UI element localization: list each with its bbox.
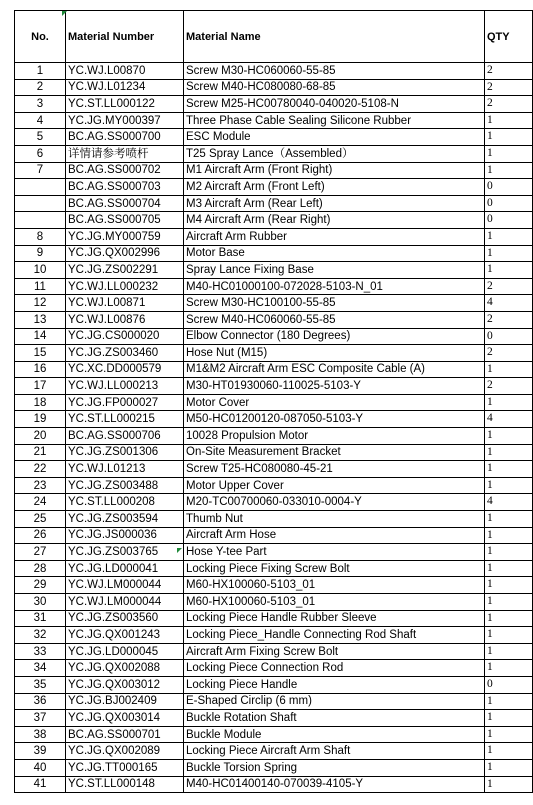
cell-material-number[interactable]: BC.AG.SS000705 (66, 212, 184, 229)
cell-no[interactable]: 11 (15, 278, 66, 295)
cell-qty[interactable]: 1 (485, 428, 533, 445)
cell-qty[interactable]: 2 (485, 96, 533, 113)
table-row (15, 743, 533, 760)
cell-qty[interactable]: 1 (485, 112, 533, 129)
cell-qty[interactable]: 2 (485, 63, 533, 80)
cell-material-number[interactable]: YC.JG.ZS003560 (66, 610, 184, 627)
table-row (15, 79, 533, 96)
cell-no[interactable]: 38 (15, 726, 66, 743)
cell-material-number[interactable]: YC.JG.MY000759 (66, 228, 184, 245)
table-row (15, 627, 533, 644)
cell-material-name[interactable]: M2 Aircraft Arm (Front Left) (184, 179, 485, 196)
cell-material-name[interactable]: Aircraft Arm Fixing Screw Bolt (184, 643, 485, 660)
cell-material-number[interactable]: YC.ST.LL000148 (66, 776, 184, 793)
cell-qty[interactable]: 2 (485, 311, 533, 328)
cell-material-name[interactable]: M60-HX100060-5103_01 (184, 594, 485, 611)
cell-material-number[interactable]: BC.AG.SS000706 (66, 428, 184, 445)
table-row (15, 759, 533, 776)
cell-qty[interactable]: 0 (485, 212, 533, 229)
cell-qty[interactable]: 4 (485, 411, 533, 428)
cell-qty[interactable]: 1 (485, 394, 533, 411)
cell-material-number[interactable]: YC.JG.QX002996 (66, 245, 184, 262)
cell-material-name[interactable]: Locking Piece_Handle Connecting Rod Shaft (184, 627, 485, 644)
cell-qty[interactable]: 1 (485, 544, 533, 561)
table-body (15, 63, 533, 793)
cell-qty[interactable]: 1 (485, 577, 533, 594)
cell-qty[interactable]: 1 (485, 710, 533, 727)
cell-qty[interactable]: 1 (485, 145, 533, 162)
header-material-number[interactable]: Material Number (66, 11, 184, 63)
cell-qty[interactable]: 1 (485, 444, 533, 461)
cell-material-name[interactable]: Hose Y-tee Part (184, 544, 485, 561)
cell-no[interactable]: 10 (15, 262, 66, 279)
cell-no[interactable]: 8 (15, 228, 66, 245)
cell-qty[interactable]: 0 (485, 179, 533, 196)
table-row (15, 228, 533, 245)
cell-material-number[interactable]: YC.JG.ZS002291 (66, 262, 184, 279)
cell-material-number[interactable]: YC.WJ.L01234 (66, 79, 184, 96)
cell-no[interactable]: 15 (15, 345, 66, 362)
table-row (15, 145, 533, 162)
cell-no[interactable]: 17 (15, 378, 66, 395)
cell-no[interactable]: 23 (15, 477, 66, 494)
cell-material-name[interactable]: M30-HT01930060-110025-5103-Y (184, 378, 485, 395)
cell-no[interactable]: 9 (15, 245, 66, 262)
cell-material-number[interactable]: BC.AG.SS000703 (66, 179, 184, 196)
table-row (15, 477, 533, 494)
table-row (15, 710, 533, 727)
cell-qty[interactable]: 1 (485, 610, 533, 627)
cell-material-number[interactable]: YC.JG.ZS001306 (66, 444, 184, 461)
table-row (15, 676, 533, 693)
cell-no[interactable]: 33 (15, 643, 66, 660)
table-row (15, 361, 533, 378)
cell-material-number[interactable]: 详情请参考喷杆 (66, 145, 184, 162)
cell-material-name[interactable]: M3 Aircraft Arm (Rear Left) (184, 195, 485, 212)
cell-material-name[interactable]: Aircraft Arm Hose (184, 527, 485, 544)
cell-material-number[interactable]: YC.WJ.LM000044 (66, 594, 184, 611)
cell-material-number[interactable]: YC.WJ.L00870 (66, 63, 184, 80)
cell-qty[interactable]: 0 (485, 328, 533, 345)
cell-material-number[interactable]: YC.JG.LD000045 (66, 643, 184, 660)
table-row (15, 527, 533, 544)
cell-no[interactable]: 41 (15, 776, 66, 793)
cell-material-number[interactable]: YC.JG.QX002089 (66, 743, 184, 760)
table-row (15, 278, 533, 295)
cell-no[interactable]: 4 (15, 112, 66, 129)
cell-material-number[interactable]: YC.JG.LD000041 (66, 560, 184, 577)
cell-qty[interactable]: 1 (485, 162, 533, 179)
cell-qty[interactable]: 1 (485, 643, 533, 660)
cell-no[interactable]: 2 (15, 79, 66, 96)
cell-material-name[interactable]: Screw M30-HC060060-55-85 (184, 63, 485, 80)
cell-no[interactable]: 30 (15, 594, 66, 611)
table-row (15, 328, 533, 345)
cell-qty[interactable]: 1 (485, 361, 533, 378)
cell-material-number[interactable]: YC.WJ.LL000213 (66, 378, 184, 395)
cell-no[interactable]: 5 (15, 129, 66, 146)
header-no[interactable]: No. (15, 11, 66, 63)
cell-material-number[interactable]: YC.WJ.LM000044 (66, 577, 184, 594)
table-row (15, 610, 533, 627)
cell-no[interactable]: 37 (15, 710, 66, 727)
cell-qty[interactable]: 1 (485, 759, 533, 776)
cell-material-name[interactable]: Screw M40-HC060060-55-85 (184, 311, 485, 328)
cell-material-name[interactable]: Screw M25-HC00780040-040020-5108-N (184, 96, 485, 113)
cell-material-name[interactable]: Three Phase Cable Sealing Silicone Rubber (184, 112, 485, 129)
cell-no[interactable]: 18 (15, 394, 66, 411)
table-row (15, 179, 533, 196)
cell-qty[interactable]: 1 (485, 627, 533, 644)
table-row (15, 212, 533, 229)
cell-qty[interactable]: 0 (485, 676, 533, 693)
cell-no[interactable]: 12 (15, 295, 66, 312)
cell-material-number[interactable]: BC.AG.SS000704 (66, 195, 184, 212)
cell-qty[interactable]: 1 (485, 461, 533, 478)
cell-no[interactable] (15, 212, 66, 229)
cell-material-name[interactable]: On-Site Measurement Bracket (184, 444, 485, 461)
cell-comment-marker (62, 11, 67, 16)
cell-material-name[interactable]: M1 Aircraft Arm (Front Right) (184, 162, 485, 179)
cell-material-number[interactable]: YC.WJ.L00876 (66, 311, 184, 328)
cell-material-name[interactable]: Buckle Rotation Shaft (184, 710, 485, 727)
cell-material-name[interactable]: Locking Piece Fixing Screw Bolt (184, 560, 485, 577)
cell-no[interactable]: 21 (15, 444, 66, 461)
cell-qty[interactable]: 1 (485, 228, 533, 245)
table-row (15, 544, 533, 561)
table-row (15, 378, 533, 395)
cell-no[interactable]: 6 (15, 145, 66, 162)
cell-qty[interactable]: 4 (485, 494, 533, 511)
cell-qty[interactable]: 2 (485, 79, 533, 96)
cell-qty[interactable]: 2 (485, 378, 533, 395)
table-row (15, 511, 533, 528)
cell-no[interactable]: 3 (15, 96, 66, 113)
cell-material-name[interactable]: M40-HC01400140-070039-4105-Y (184, 776, 485, 793)
cell-material-number[interactable]: YC.ST.LL000122 (66, 96, 184, 113)
cell-material-number[interactable]: BC.AG.SS000701 (66, 726, 184, 743)
cell-no[interactable]: 24 (15, 494, 66, 511)
cell-no[interactable]: 40 (15, 759, 66, 776)
cell-material-name[interactable]: M20-TC00700060-033010-0004-Y (184, 494, 485, 511)
cell-material-number[interactable]: YC.JG.QX002088 (66, 660, 184, 677)
cell-no[interactable] (15, 195, 66, 212)
cell-qty[interactable]: 1 (485, 262, 533, 279)
cell-no[interactable]: 26 (15, 527, 66, 544)
cell-no[interactable]: 1 (15, 63, 66, 80)
cell-comment-marker (177, 548, 182, 553)
cell-material-name[interactable]: Locking Piece Aircraft Arm Shaft (184, 743, 485, 760)
cell-qty[interactable]: 1 (485, 527, 533, 544)
table-row (15, 162, 533, 179)
cell-material-name[interactable]: Spray Lance Fixing Base (184, 262, 485, 279)
table-row (15, 594, 533, 611)
cell-material-number[interactable]: YC.JG.BJ002409 (66, 693, 184, 710)
cell-material-name[interactable]: Locking Piece Connection Rod (184, 660, 485, 677)
cell-qty[interactable]: 1 (485, 743, 533, 760)
cell-material-name[interactable]: M50-HC01200120-087050-5103-Y (184, 411, 485, 428)
table-row (15, 311, 533, 328)
table-row (15, 112, 533, 129)
cell-qty[interactable]: 4 (485, 295, 533, 312)
cell-no[interactable]: 28 (15, 560, 66, 577)
cell-material-number[interactable]: BC.AG.SS000700 (66, 129, 184, 146)
cell-material-name[interactable]: M60-HX100060-5103_01 (184, 577, 485, 594)
cell-no[interactable]: 27 (15, 544, 66, 561)
table-row (15, 643, 533, 660)
cell-material-name[interactable]: Elbow Connector (180 Degrees) (184, 328, 485, 345)
cell-qty[interactable]: 1 (485, 477, 533, 494)
cell-material-number[interactable]: YC.JG.ZS003460 (66, 345, 184, 362)
table-row (15, 444, 533, 461)
cell-material-name[interactable]: Aircraft Arm Rubber (184, 228, 485, 245)
cell-material-name[interactable]: Thumb Nut (184, 511, 485, 528)
cell-no[interactable]: 14 (15, 328, 66, 345)
cell-material-number[interactable]: YC.JG.ZS003765 (66, 544, 184, 561)
table-row (15, 345, 533, 362)
cell-no[interactable]: 16 (15, 361, 66, 378)
table-row (15, 245, 533, 262)
cell-qty[interactable]: 1 (485, 726, 533, 743)
cell-material-number[interactable]: BC.AG.SS000702 (66, 162, 184, 179)
cell-material-name[interactable]: M1&M2 Aircraft Arm ESC Composite Cable (A) (184, 361, 485, 378)
cell-no[interactable]: 31 (15, 610, 66, 627)
cell-material-name[interactable]: E-Shaped Circlip (6 mm) (184, 693, 485, 710)
cell-material-name[interactable]: Screw T25-HC080080-45-21 (184, 461, 485, 478)
cell-material-name[interactable]: Buckle Torsion Spring (184, 759, 485, 776)
materials-table (14, 10, 533, 793)
table-row (15, 461, 533, 478)
table-row (15, 129, 533, 146)
cell-material-name[interactable]: Screw M40-HC080080-68-85 (184, 79, 485, 96)
table-row (15, 776, 533, 793)
cell-no[interactable]: 36 (15, 693, 66, 710)
header-row (15, 11, 533, 63)
cell-material-number[interactable]: YC.WJ.L00871 (66, 295, 184, 312)
cell-material-name[interactable]: M4 Aircraft Arm (Rear Right) (184, 212, 485, 229)
cell-qty[interactable]: 0 (485, 195, 533, 212)
cell-material-name[interactable]: Motor Cover (184, 394, 485, 411)
table-row (15, 195, 533, 212)
table-row (15, 295, 533, 312)
cell-material-number[interactable]: YC.ST.LL000215 (66, 411, 184, 428)
header-material-name[interactable]: Material Name (184, 11, 485, 63)
cell-qty[interactable]: 1 (485, 660, 533, 677)
cell-material-name[interactable]: Motor Base (184, 245, 485, 262)
cell-no[interactable]: 7 (15, 162, 66, 179)
table-row (15, 494, 533, 511)
table-row (15, 63, 533, 80)
cell-qty[interactable]: 2 (485, 278, 533, 295)
cell-material-number[interactable]: YC.JG.FP000027 (66, 394, 184, 411)
cell-qty[interactable]: 1 (485, 511, 533, 528)
cell-qty[interactable]: 1 (485, 776, 533, 793)
cell-material-number[interactable]: YC.JG.QX001243 (66, 627, 184, 644)
cell-no[interactable]: 20 (15, 428, 66, 445)
table-row (15, 428, 533, 445)
cell-no[interactable]: 35 (15, 676, 66, 693)
cell-material-number[interactable]: YC.JG.JS000036 (66, 527, 184, 544)
table-row (15, 693, 533, 710)
cell-material-name[interactable]: Motor Upper Cover (184, 477, 485, 494)
cell-qty[interactable]: 1 (485, 693, 533, 710)
cell-material-number[interactable]: YC.WJ.LL000232 (66, 278, 184, 295)
cell-material-name[interactable]: Locking Piece Handle (184, 676, 485, 693)
table-row (15, 560, 533, 577)
cell-material-number[interactable]: YC.JG.QX003014 (66, 710, 184, 727)
table-row (15, 726, 533, 743)
cell-material-number[interactable]: YC.JG.TT000165 (66, 759, 184, 776)
cell-no[interactable]: 29 (15, 577, 66, 594)
cell-material-number[interactable]: YC.ST.LL000208 (66, 494, 184, 511)
table-row (15, 660, 533, 677)
cell-material-name[interactable]: 10028 Propulsion Motor (184, 428, 485, 445)
cell-qty[interactable]: 1 (485, 129, 533, 146)
table-row (15, 577, 533, 594)
cell-no[interactable]: 39 (15, 743, 66, 760)
cell-material-name[interactable]: M40-HC01000100-072028-5103-N_01 (184, 278, 485, 295)
cell-no[interactable]: 13 (15, 311, 66, 328)
cell-no[interactable]: 25 (15, 511, 66, 528)
cell-no[interactable] (15, 179, 66, 196)
cell-no[interactable]: 22 (15, 461, 66, 478)
table-row (15, 262, 533, 279)
cell-no[interactable]: 32 (15, 627, 66, 644)
cell-qty[interactable]: 1 (485, 560, 533, 577)
cell-material-name[interactable]: Locking Piece Handle Rubber Sleeve (184, 610, 485, 627)
cell-material-name[interactable]: ESC Module (184, 129, 485, 146)
cell-material-name[interactable]: Buckle Module (184, 726, 485, 743)
cell-material-number[interactable]: YC.JG.ZS003594 (66, 511, 184, 528)
cell-material-number[interactable]: YC.JG.MY000397 (66, 112, 184, 129)
cell-material-number[interactable]: YC.JG.QX003012 (66, 676, 184, 693)
cell-material-number[interactable]: YC.XC.DD000579 (66, 361, 184, 378)
header-qty[interactable]: QTY (485, 11, 533, 63)
cell-material-number[interactable]: YC.JG.ZS003488 (66, 477, 184, 494)
cell-qty[interactable]: 1 (485, 245, 533, 262)
cell-no[interactable]: 19 (15, 411, 66, 428)
table-row (15, 394, 533, 411)
cell-material-name[interactable]: T25 Spray Lance（Assembled） (184, 145, 485, 162)
table-row (15, 96, 533, 113)
cell-material-number[interactable]: YC.WJ.L01213 (66, 461, 184, 478)
cell-no[interactable]: 34 (15, 660, 66, 677)
table-row (15, 411, 533, 428)
cell-material-name[interactable]: Screw M30-HC100100-55-85 (184, 295, 485, 312)
cell-material-number[interactable]: YC.JG.CS000020 (66, 328, 184, 345)
cell-qty[interactable]: 1 (485, 594, 533, 611)
cell-qty[interactable]: 2 (485, 345, 533, 362)
cell-material-name[interactable]: Hose Nut (M15) (184, 345, 485, 362)
